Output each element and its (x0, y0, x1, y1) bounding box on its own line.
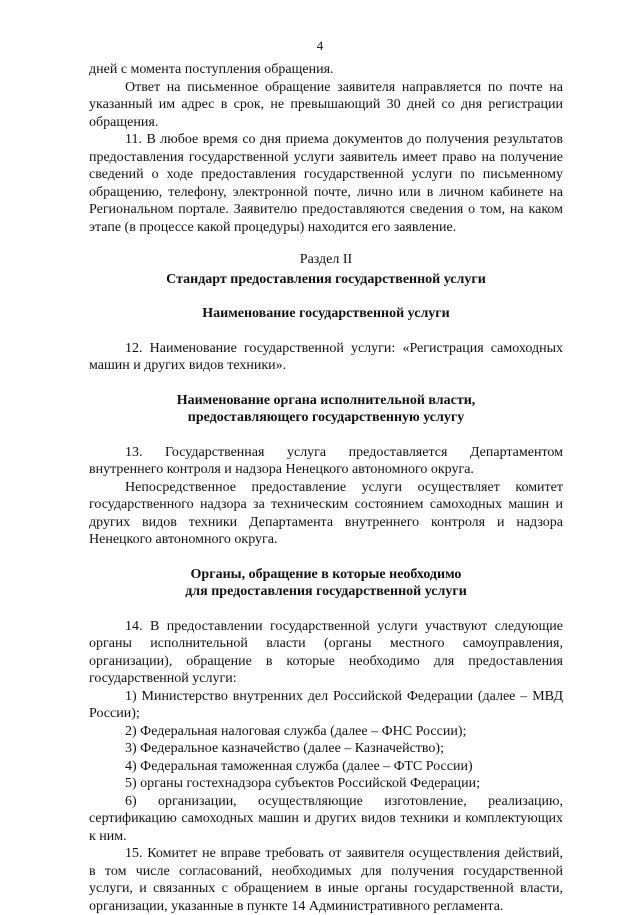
paragraph-14: 14. В предоставлении государственной услуги участвуют следующие органы исполнительной власти (органы местного самоуправления, организации), обращение в которые необходимо для предоставления государственной услуги: (89, 618, 563, 686)
paragraph-11: 11. В любое время со дня приема документов до получения результатов предоставления государственной услуги заявитель имеет право на получение сведений о ходе предоставления государственной услуги по письменному обращению, телефону, электронной почте, лично или в личном кабинете на Региональном портале. Заявителю предоставляются сведения о том, на каком этапе (в процессе какой процедуры) находится его заявление. (89, 132, 563, 235)
heading-bodies-line-1: Органы, обращение в которые необходимо (190, 566, 462, 582)
paragraph-13-committee: Непосредственное предоставление услуги осуществляет комитет государственного надзора за техническим состоянием самоходных машин и других видов техники Департамента внутреннего контроля и надзора Ненецкого автономного округа. (89, 479, 563, 547)
heading-authority-line-2: предоставляющего государственную услугу (187, 410, 465, 425)
paragraph-reply: Ответ на письменное обращение заявителя направляется по почте на указанный им адрес в срок, не превышающий 30 дней со дня регистрации обращения. (89, 79, 563, 130)
heading-service-name: Наименование государственной услуги (202, 306, 450, 321)
list-item: 5) органы гостехнадзора субъектов Российской Федерации; (125, 776, 481, 791)
page-number: 4 (316, 38, 324, 53)
list-item: 3) Федеральное казначейство (далее – Казначейство); (125, 741, 444, 756)
heading-authority (89, 392, 563, 427)
list-item: 4) Федеральная таможенная служба (далее – ФТС России) (125, 758, 473, 774)
heading-bodies-line-2: для предоставления государственной услуги (185, 584, 467, 599)
document-body (89, 61, 563, 915)
list-item: 2) Федеральная налоговая служба (далее – ФНС России); (125, 723, 467, 739)
list-item: 6) организации, осуществляющие изготовление, реализацию, сертификацию самоходных машин и других видов техники и комплектующих к ним. (89, 793, 563, 844)
paragraph-13: 13. Государственная услуга предоставляется Департаментом внутреннего контроля и надзора Ненецкого автономного округа. (89, 444, 563, 477)
section-label: Раздел II (299, 252, 353, 267)
paragraph-12: 12. Наименование государственной услуги: «Регистрация самоходных машин и других видов техники». (89, 340, 563, 373)
list-item: 1) Министерство внутренних дел Российской Федерации (далее – МВД России); (89, 688, 563, 721)
paragraph-continuation: дней с момента поступления обращения. (89, 62, 334, 77)
heading-authority-line-1: Наименование органа исполнительной власти, (176, 392, 476, 408)
section-title: Стандарт предоставления государственной услуги (166, 271, 486, 287)
heading-bodies (89, 566, 563, 601)
paragraph-15: 15. Комитет не вправе требовать от заявителя осуществления действий, в том числе согласований, необходимых для получения государственной услуги, и связанных с обращением в иные органы государственной власти, организации, указанные в пункте 14 Административного регламента. (89, 846, 563, 914)
